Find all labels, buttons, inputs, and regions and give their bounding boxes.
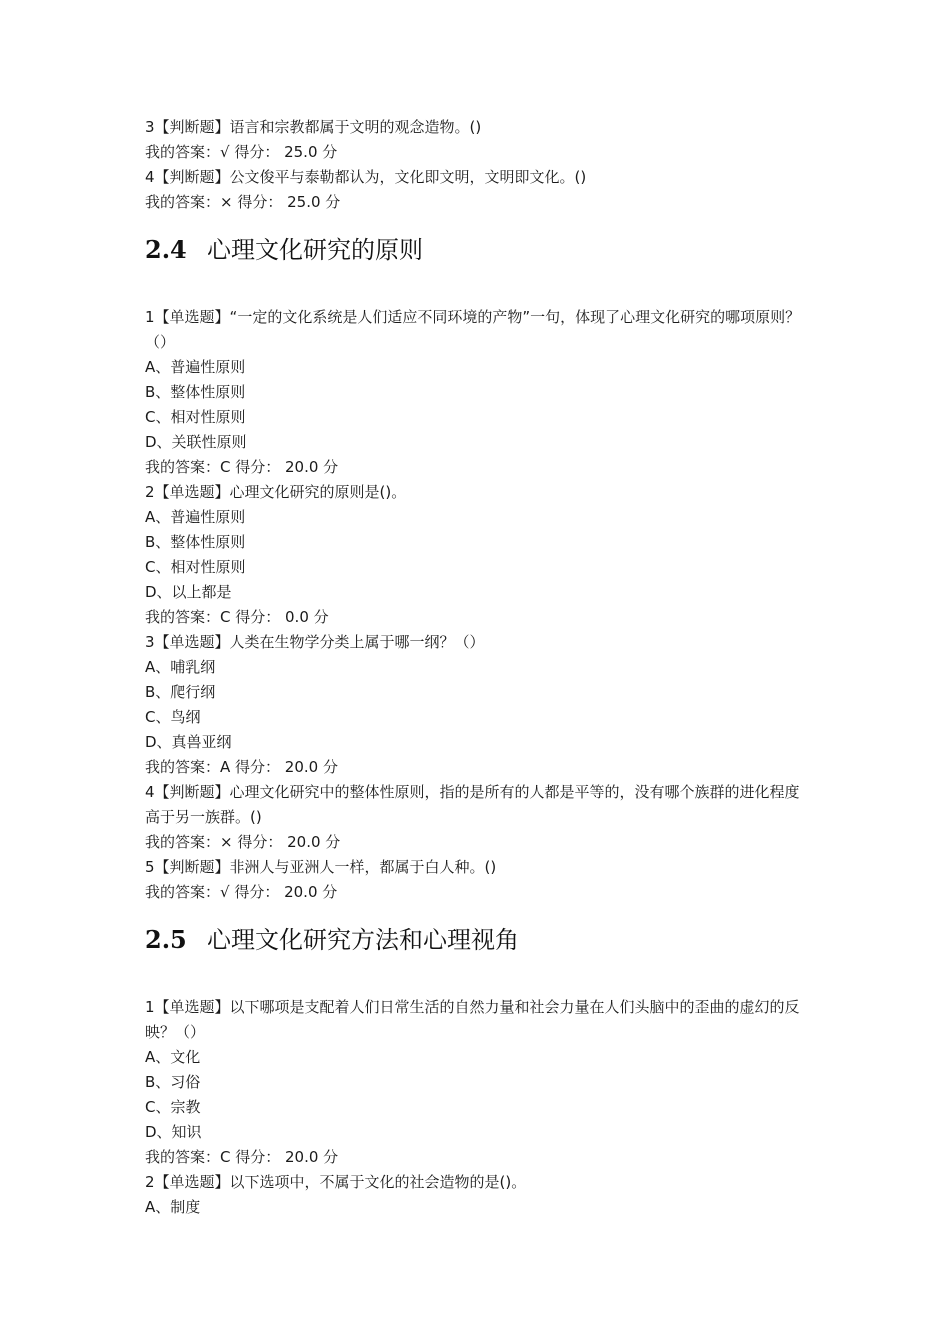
question-text: 4【判断题】心理文化研究中的整体性原则，指的是所有的人都是平等的，没有哪个族群的进化程度高于另一族群。() — [145, 783, 800, 826]
question-text: 2【单选题】以下选项中，不属于文化的社会造物的是()。 — [145, 1173, 527, 1191]
section-heading — [145, 235, 810, 265]
answer-option: B、整体性原则 — [145, 533, 246, 551]
section-title: 心理文化研究方法和心理视角 — [207, 926, 519, 954]
question-text: 1【单选题】“一定的文化系统是人们适应不同环境的产物”一句，体现了心理文化研究的哪项原则？（） — [145, 308, 801, 351]
my-answer-score: 我的答案：A 得分： 20.0 分 — [145, 758, 338, 776]
answer-option: C、相对性原则 — [145, 558, 246, 576]
section — [145, 235, 810, 905]
question-text: 4【判断题】公文俊平与泰勒都认为，文化即文明，文明即文化。() — [145, 168, 587, 186]
answer-option: B、整体性原则 — [145, 383, 246, 401]
answer-option: B、习俗 — [145, 1073, 201, 1091]
question-text: 3【单选题】人类在生物学分类上属于哪一纲？（） — [145, 633, 485, 651]
section-number: 2.4 — [145, 235, 187, 264]
answer-option: A、文化 — [145, 1048, 201, 1066]
answer-option: A、制度 — [145, 1198, 201, 1216]
section-heading — [145, 925, 810, 955]
answer-option: D、关联性原则 — [145, 433, 247, 451]
section-number: 2.5 — [145, 925, 187, 954]
section — [145, 115, 810, 215]
my-answer-score: 我的答案：× 得分： 20.0 分 — [145, 833, 341, 851]
answer-option: D、知识 — [145, 1123, 202, 1141]
my-answer-score: 我的答案：C 得分： 0.0 分 — [145, 608, 329, 626]
question-text: 5【判断题】非洲人与亚洲人一样，都属于白人种。() — [145, 858, 497, 876]
my-answer-score: 我的答案：C 得分： 20.0 分 — [145, 458, 339, 476]
answer-option: C、宗教 — [145, 1098, 201, 1116]
answer-option: A、普遍性原则 — [145, 358, 246, 376]
question-text: 3【判断题】语言和宗教都属于文明的观念造物。() — [145, 118, 482, 136]
answer-option: A、普遍性原则 — [145, 508, 246, 526]
answer-option: C、鸟纲 — [145, 708, 201, 726]
my-answer-score: 我的答案：√ 得分： 25.0 分 — [145, 143, 338, 161]
my-answer-score: 我的答案：C 得分： 20.0 分 — [145, 1148, 339, 1166]
answer-option: D、以上都是 — [145, 583, 232, 601]
answer-option: D、真兽亚纲 — [145, 733, 232, 751]
section-title: 心理文化研究的原则 — [207, 236, 423, 264]
question-text: 1【单选题】以下哪项是支配着人们日常生活的自然力量和社会力量在人们头脑中的歪曲的虚幻的反映？（） — [145, 998, 800, 1041]
my-answer-score: 我的答案：√ 得分： 20.0 分 — [145, 883, 338, 901]
answer-option: C、相对性原则 — [145, 408, 246, 426]
answer-option: A、哺乳纲 — [145, 658, 216, 676]
my-answer-score: 我的答案：× 得分： 25.0 分 — [145, 193, 341, 211]
answer-option: B、爬行纲 — [145, 683, 216, 701]
section — [145, 925, 810, 1220]
document-content — [145, 115, 810, 1220]
question-text: 2【单选题】心理文化研究的原则是()。 — [145, 483, 407, 501]
